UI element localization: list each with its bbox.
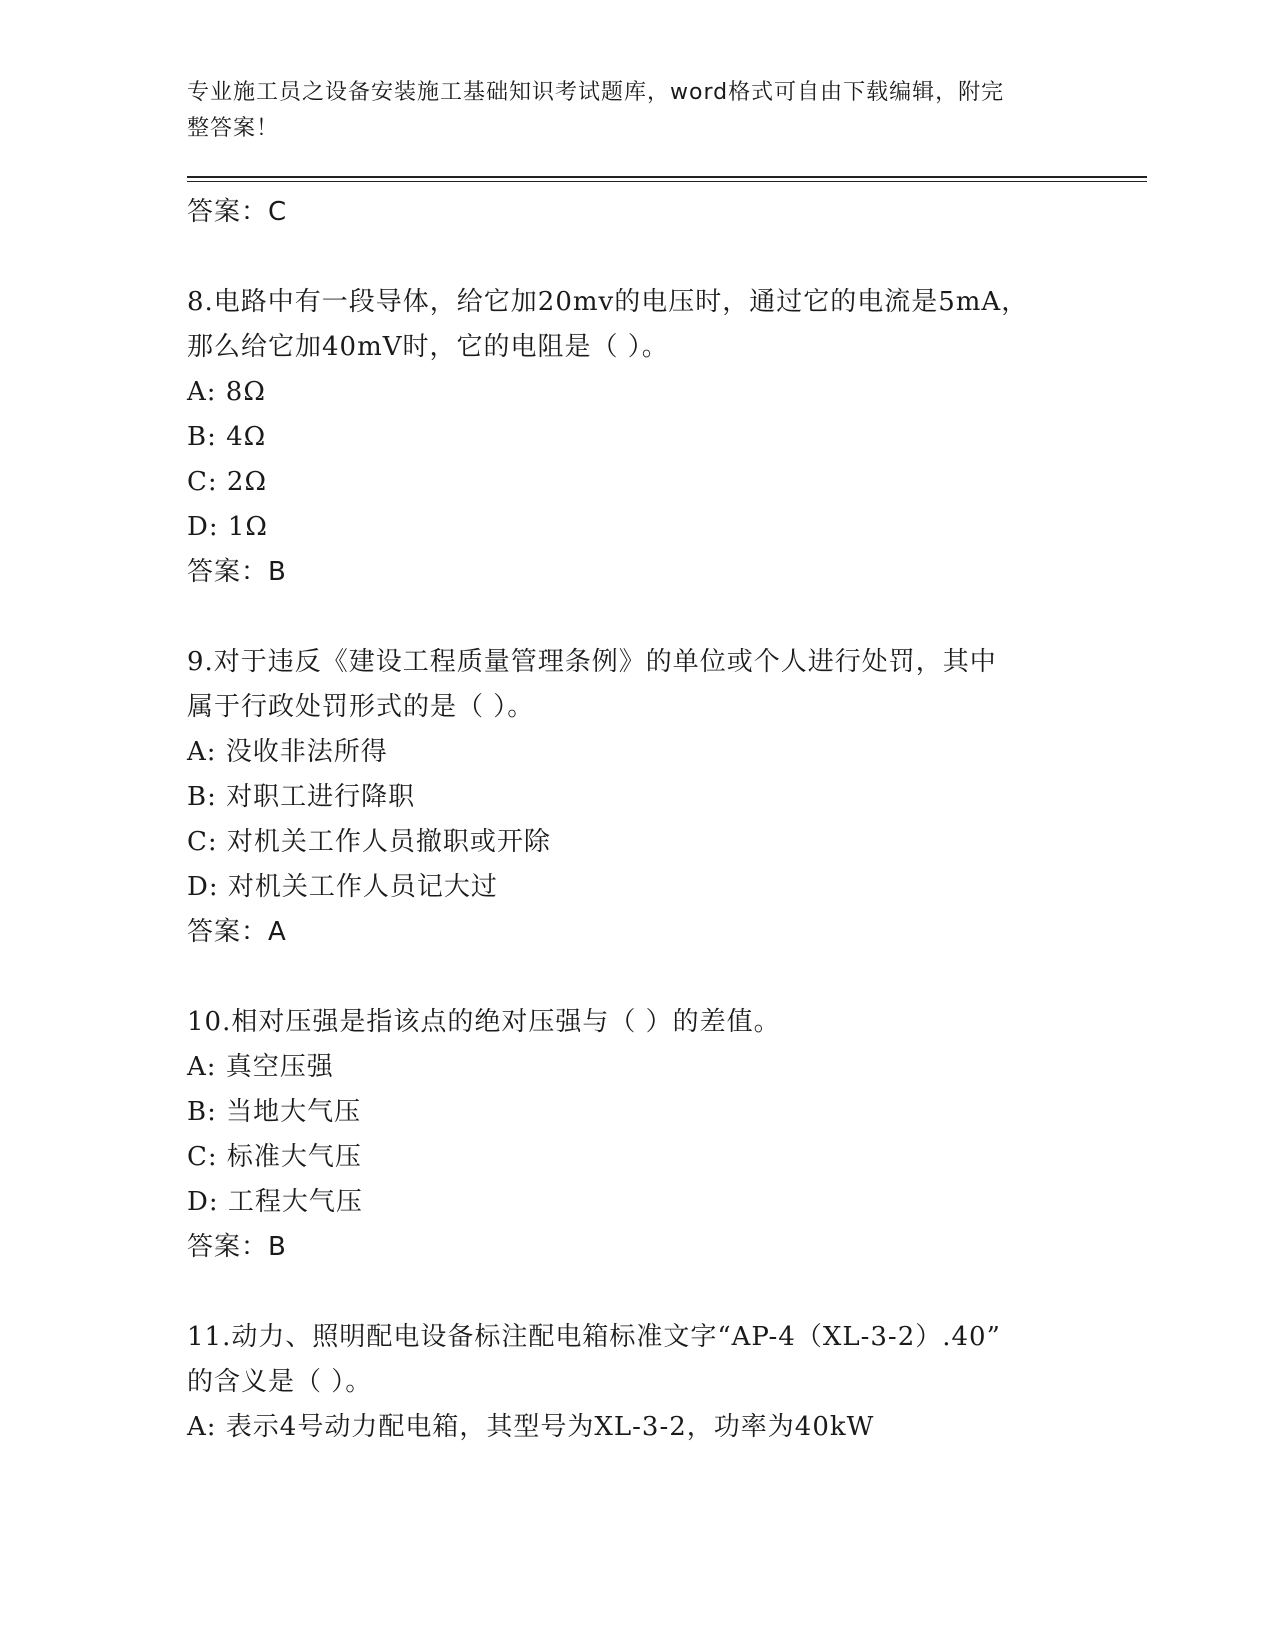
option-d: D: 工程大气压 — [187, 1187, 363, 1217]
document-body — [187, 190, 1067, 1450]
spacer — [187, 595, 1067, 640]
header-line-1: 专业施工员之设备安装施工基础知识考试题库，word格式可自由下载编辑，附完 — [187, 80, 1005, 105]
option-a: A: 表示4号动力配电箱，其型号为XL-3-2，功率为40kW — [187, 1412, 875, 1442]
question-stem-cont: 属于行政处罚形式的是（ ）。 — [187, 692, 535, 722]
header-divider-thick — [187, 176, 1147, 178]
question-stem: 10.相对压强是指该点的绝对压强与（ ）的差值。 — [187, 1007, 781, 1037]
option-d: D: 对机关工作人员记大过 — [187, 872, 498, 902]
option-b: B: 当地大气压 — [187, 1097, 362, 1127]
question-stem: 11.动力、照明配电设备标注配电箱标准文字“AP-4（XL-3-2）.40” — [187, 1322, 1001, 1352]
question-stem: 9.对于违反《建设工程质量管理条例》的单位或个人进行处罚，其中 — [187, 647, 997, 677]
option-d: D: 1Ω — [187, 512, 268, 542]
answer-line: 答案：B — [187, 1232, 287, 1262]
question-stem: 8.电路中有一段导体，给它加20mv的电压时，通过它的电流是5mA， — [187, 287, 1029, 317]
spacer — [187, 955, 1067, 1000]
question-block — [187, 1315, 1067, 1450]
option-b: B: 4Ω — [187, 422, 267, 452]
document-header — [187, 75, 1067, 147]
question-stem-cont: 的含义是（ ）。 — [187, 1367, 373, 1397]
question-block — [187, 1000, 1067, 1270]
header-divider-thin — [187, 181, 1147, 182]
option-c: C: 标准大气压 — [187, 1142, 362, 1172]
answer-line: 答案：C — [187, 197, 288, 227]
option-b: B: 对职工进行降职 — [187, 782, 416, 812]
question-block — [187, 280, 1067, 595]
question-stem-cont: 那么给它加40mV时，它的电阻是（ ）。 — [187, 332, 669, 362]
option-c: C: 2Ω — [187, 467, 268, 497]
option-a: A: 没收非法所得 — [187, 737, 388, 767]
option-a: A: 真空压强 — [187, 1052, 334, 1082]
spacer — [187, 235, 1067, 280]
question-block — [187, 640, 1067, 955]
option-a: A: 8Ω — [187, 377, 266, 407]
spacer — [187, 1270, 1067, 1315]
answer-line: 答案：A — [187, 917, 287, 947]
answer-line: 答案：B — [187, 557, 287, 587]
header-line-2: 整答案！ — [187, 116, 280, 141]
option-c: C: 对机关工作人员撤职或开除 — [187, 827, 551, 857]
